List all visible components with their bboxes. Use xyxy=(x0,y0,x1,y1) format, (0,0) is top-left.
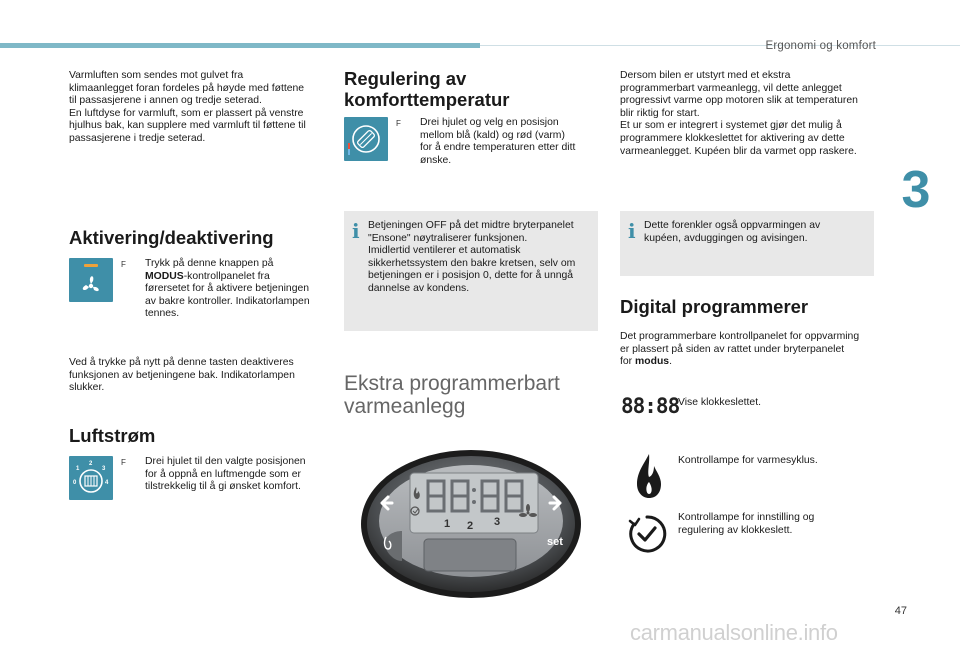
panel-number-1: 1 xyxy=(444,518,451,530)
text-line: progressivt varme opp motoren slik at temperaturen xyxy=(620,95,858,107)
info-box-off-switch xyxy=(344,211,598,331)
clock-digits-icon: 88:88 xyxy=(621,394,680,418)
heading-line: varmeanlegg xyxy=(344,395,466,418)
text-line: Ved å trykke på nytt på denne tasten deaktiveres xyxy=(69,357,294,368)
activation-instructions xyxy=(145,258,330,321)
fan-button-icon xyxy=(69,258,113,302)
header-rule xyxy=(480,45,960,46)
timer-description xyxy=(678,512,878,537)
text-line: blir riktig for start. xyxy=(620,107,700,119)
text-line xyxy=(145,271,330,284)
text-line: funksjonen av betjeningene bak. Indikatorlampen xyxy=(69,369,295,381)
text-line: Imidlertid ventilerer et automatisk xyxy=(368,245,521,257)
text-line: regulering av klokkeslett. xyxy=(678,524,793,536)
dial-label-2: 2 xyxy=(89,461,93,467)
regulation-instructions xyxy=(420,117,600,167)
info-text xyxy=(644,220,870,245)
chapter-tab-number: 3 xyxy=(901,161,931,219)
text-line: tennes. xyxy=(145,308,180,320)
text-line: er plassert på siden av rattet under bryterpanelet xyxy=(620,343,845,355)
header-accent-bar xyxy=(0,43,480,48)
deactivation-paragraph xyxy=(69,357,329,395)
activation-heading: Aktivering/deaktivering xyxy=(69,227,274,248)
text-line: for å oppnå en luftmengde som er xyxy=(145,468,301,480)
text-line: sikkerhetssystem den bakre kretsen, selv om xyxy=(368,257,576,269)
info-icon: i xyxy=(628,219,636,243)
text-line: Dersom bilen er utstyrt med et ekstra xyxy=(620,70,791,81)
text-line: Drei hjulet og velg en posisjon xyxy=(420,117,559,128)
text-line: varmeanlegget. Kupéen blir da varmet opp raskere. xyxy=(620,145,857,157)
text-line: Kontrollampe for innstilling og xyxy=(678,512,815,523)
timer-check-icon xyxy=(626,513,668,555)
text-line: "Ensone" nøytraliserer funksjonen. xyxy=(368,232,528,244)
text-line: Et ur som er integrert i systemet gjør det mulig å xyxy=(620,120,842,132)
watermark: carmanualsonline.info xyxy=(630,620,838,645)
text-line: En luftdyse for varmluft, som er plassert på venstre xyxy=(69,107,304,119)
airflow-heading: Luftstrøm xyxy=(69,425,156,446)
dial-label-1: 1 xyxy=(76,466,80,472)
text-line: programmere klokkeslettet for aktivering av dette xyxy=(620,132,845,144)
dial-label-3: 3 xyxy=(102,466,106,472)
text-line: klimaanlegget foran fordeles på høyde med føttene xyxy=(69,82,305,94)
text-line: Trykk på denne knappen på xyxy=(145,258,274,269)
text-line: Betjeningen OFF på det midtre bryterpanelet xyxy=(368,220,574,231)
text-line: passasjerene i tredje seterad. xyxy=(69,132,206,144)
heading-line: komforttemperatur xyxy=(344,89,510,110)
text-line: kupéen, avduggingen og avisingen. xyxy=(644,232,808,244)
digital-programmer-heading: Digital programmerer xyxy=(620,296,809,317)
dial-label-0: 0 xyxy=(73,480,77,486)
text-line: av bakre kontroller. Indikatorlampen xyxy=(145,295,310,307)
heater-intro-paragraph xyxy=(620,70,882,158)
text-fragment: -kontrollpanelet fra xyxy=(183,270,270,282)
text-fragment: for xyxy=(620,356,636,368)
flame-description: Kontrollampe for varmesyklus. xyxy=(678,455,818,466)
bullet-marker: F xyxy=(121,260,126,269)
text-line: programmerbart varmeanlegg, vil dette anlegget xyxy=(620,82,842,94)
text-line: ønske. xyxy=(420,154,452,166)
text-line: tilstrekkelig til å gi ønsket komfort. xyxy=(145,481,301,493)
bullet-marker: F xyxy=(121,458,126,467)
flame-icon xyxy=(634,452,664,500)
panel-set-button-label: set xyxy=(547,536,563,548)
text-line: til passasjerene i annen og tredje seterad. xyxy=(69,95,262,107)
text-line: Drei hjulet til den valgte posisjonen xyxy=(145,456,306,467)
info-box-heating xyxy=(620,211,874,276)
text-line: Det programmerbare kontrollpanelet for oppvarming xyxy=(620,331,860,342)
panel-number-3: 3 xyxy=(494,516,501,528)
text-line: dannelse av kondens. xyxy=(368,282,470,294)
text-line: førersetet for å aktivere betjeningen xyxy=(145,283,310,295)
text-line: hjulhus bak, kan supplere med varmluft til føttene til xyxy=(69,120,306,132)
airflow-instructions xyxy=(145,456,330,494)
temperature-dial-icon xyxy=(344,117,388,161)
digital-programmer-paragraph xyxy=(620,331,882,369)
info-text xyxy=(368,220,594,296)
info-icon: i xyxy=(352,219,360,243)
text-line xyxy=(620,356,882,369)
text-line: for å endre temperaturen etter ditt xyxy=(420,142,576,154)
text-line: Dette forenkler også oppvarmingen av xyxy=(644,220,821,231)
text-line: betjeningen er i posisjon 0, dette for å unngå xyxy=(368,270,574,282)
text-fragment: . xyxy=(669,356,672,368)
extra-heater-heading xyxy=(344,372,560,418)
airflow-dial-icon xyxy=(69,456,113,500)
bullet-marker: F xyxy=(396,119,401,128)
modus-label: MODUS xyxy=(145,270,184,282)
panel-number-2: 2 xyxy=(467,520,474,532)
heading-line: Regulering av xyxy=(344,68,467,89)
chapter-title: Ergonomi og komfort xyxy=(765,40,876,52)
text-line: mellom blå (kald) og rød (varm) xyxy=(420,129,565,141)
dial-label-4: 4 xyxy=(105,480,109,486)
regulation-heading xyxy=(344,68,510,110)
intro-paragraph xyxy=(69,70,329,146)
text-line: Varmluften som sendes mot gulvet fra xyxy=(69,70,244,81)
clock-description: Vise klokkeslettet. xyxy=(678,397,761,408)
text-line: slukker. xyxy=(69,382,105,394)
page-number: 47 xyxy=(894,605,907,617)
heater-control-panel-image xyxy=(360,449,582,599)
heading-line: Ekstra programmerbart xyxy=(344,372,560,395)
modus-label: modus xyxy=(635,356,670,368)
